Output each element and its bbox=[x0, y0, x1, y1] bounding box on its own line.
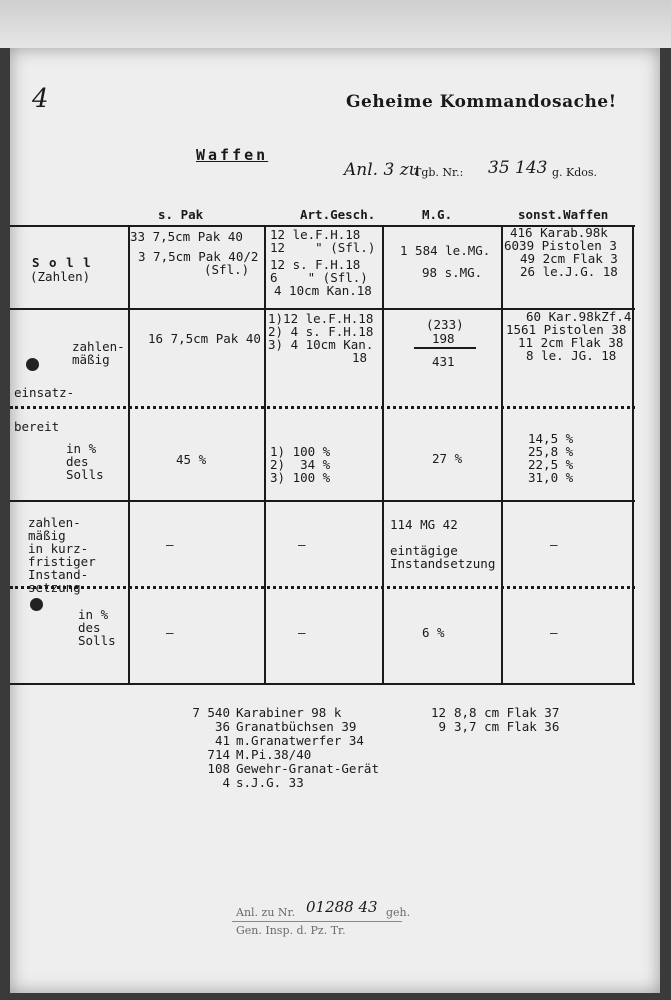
kurz-label-5: Instand- bbox=[28, 567, 89, 582]
kurz-pct-mg: 6 % bbox=[422, 625, 445, 640]
footer-left-qty-1: 7 540 bbox=[192, 705, 230, 720]
einsatz-mg-1: (233) bbox=[426, 317, 464, 332]
row-label-soll: S o l l bbox=[32, 255, 92, 270]
kurz-pct-label-2: des bbox=[78, 620, 101, 635]
einsatz-pct-sonst-2: 25,8 % bbox=[528, 444, 574, 459]
stamp-rule bbox=[232, 921, 402, 922]
soll-pak-2: 3 7,5cm Pak 40/2 bbox=[138, 249, 259, 264]
soll-art-1: 12 le.F.H.18 bbox=[270, 227, 361, 242]
column-header-art: Art.Gesch. bbox=[300, 207, 376, 222]
soll-art-5: 4 10cm Kan.18 bbox=[274, 283, 372, 298]
kurz-label-4: fristiger bbox=[28, 554, 96, 569]
soll-sonst-3: 49 2cm Flak 3 bbox=[520, 251, 618, 266]
column-header-sonst: sonst.Waffen bbox=[518, 207, 609, 222]
footer-right-qty-2: 9 bbox=[438, 719, 446, 734]
einsatz-label-main-1: einsatz- bbox=[14, 385, 75, 400]
einsatz-label-zahlen-1: zahlen- bbox=[72, 339, 125, 354]
einsatz-pct-label-2: des bbox=[66, 454, 89, 469]
footer-left-item-2: Granatbüchsen 39 bbox=[236, 719, 357, 734]
footer-left-qty-6: 4 bbox=[222, 775, 230, 790]
kurz-label-6: setzung bbox=[28, 580, 81, 595]
footer-left-qty-3: 41 bbox=[214, 733, 230, 748]
footer-left-item-6: s.J.G. 33 bbox=[236, 775, 304, 790]
soll-pak-1: 33 7,5cm Pak 40 bbox=[130, 229, 243, 244]
tgb-suffix: g. Kdos. bbox=[552, 166, 598, 179]
tgb-number: 35 143 bbox=[488, 158, 548, 178]
stamp-number: 01288 43 bbox=[306, 898, 378, 916]
document-page bbox=[10, 48, 660, 993]
table-col-rule-4 bbox=[501, 225, 503, 685]
table-col-rule-1 bbox=[128, 225, 130, 685]
kurz-label-1: zahlen- bbox=[28, 515, 81, 530]
scan-top-strip bbox=[0, 0, 671, 48]
soll-art-4: 6 " (Sfl.) bbox=[270, 270, 368, 285]
table-rule-einsatz bbox=[10, 500, 635, 502]
stamp-suffix: geh. bbox=[386, 906, 411, 919]
table-dotted-rule-1 bbox=[10, 406, 635, 409]
footer-left-item-3: m.Granatwerfer 34 bbox=[236, 733, 364, 748]
einsatz-art-3: 3) 4 10cm Kan. bbox=[268, 337, 374, 352]
einsatz-sonst-1: 60 Kar.98kZf.4 bbox=[526, 309, 632, 324]
footer-left-item-5: Gewehr-Granat-Gerät bbox=[236, 761, 379, 776]
einsatz-art-2: 2) 4 s. F.H.18 bbox=[268, 324, 374, 339]
page-number-mark: 4 bbox=[32, 84, 49, 114]
kurz-pct-pak: — bbox=[166, 625, 174, 640]
einsatz-pct-label-1: in % bbox=[66, 441, 97, 456]
footer-left-item-4: M.Pi.38/40 bbox=[236, 747, 312, 762]
footer-right-item-2: 3,7 cm Flak 36 bbox=[454, 719, 560, 734]
kurz-label-2: mäßig bbox=[28, 528, 66, 543]
footer-right-qty-1: 12 bbox=[430, 705, 446, 720]
soll-pak-3: (Sfl.) bbox=[204, 262, 250, 277]
einsatz-pct-sonst-3: 22,5 % bbox=[528, 457, 574, 472]
stamp-authority: Gen. Insp. d. Pz. Tr. bbox=[236, 924, 346, 937]
einsatz-mg-2: 198 bbox=[432, 331, 455, 346]
stamp-prefix: Anl. zu Nr. bbox=[236, 906, 296, 919]
footer-left-qty-5: 108 bbox=[207, 761, 230, 776]
kurz-pct-label-1: in % bbox=[78, 607, 109, 622]
soll-sonst-4: 26 le.J.G. 18 bbox=[520, 264, 618, 279]
kurz-sonst: — bbox=[550, 537, 558, 552]
table-dotted-rule-2 bbox=[10, 586, 635, 589]
punch-hole-2 bbox=[30, 598, 43, 611]
document-title: Waffen bbox=[196, 146, 269, 164]
einsatz-pct-pak: 45 % bbox=[176, 452, 207, 467]
column-header-mg: M.G. bbox=[422, 207, 453, 222]
einsatz-pct-label-3: Solls bbox=[66, 467, 104, 482]
einsatz-sonst-3: 11 2cm Flak 38 bbox=[518, 335, 624, 350]
einsatz-sonst-2: 1561 Pistolen 38 bbox=[506, 322, 627, 337]
footer-left-qty-2: 36 bbox=[214, 719, 230, 734]
einsatz-mg-sum-rule bbox=[414, 347, 476, 349]
reference-handwritten: Anl. 3 zu bbox=[344, 160, 420, 180]
einsatz-pct-mg: 27 % bbox=[432, 451, 463, 466]
kurz-pct-art: — bbox=[298, 625, 306, 640]
einsatz-pct-sonst-4: 31,0 % bbox=[528, 470, 574, 485]
einsatz-sonst-4: 8 le. JG. 18 bbox=[526, 348, 617, 363]
einsatz-pct-art-1: 1) 100 % bbox=[270, 444, 331, 459]
einsatz-label-zahlen-2: mäßig bbox=[72, 352, 110, 367]
kurz-mg-4: Instandsetzung bbox=[390, 556, 496, 571]
footer-left-item-1: Karabiner 98 k bbox=[236, 705, 342, 720]
table-col-rule-2 bbox=[264, 225, 266, 685]
soll-mg-1: 1 584 le.MG. bbox=[400, 243, 491, 258]
column-header-pak: s. Pak bbox=[158, 207, 204, 222]
row-label-soll-sub: (Zahlen) bbox=[30, 269, 91, 284]
kurz-mg-3: eintägige bbox=[390, 543, 458, 558]
kurz-label-3: in kurz- bbox=[28, 541, 89, 556]
einsatz-pct-art-2: 2) 34 % bbox=[270, 457, 331, 472]
soll-art-2: 12 " (Sfl.) bbox=[270, 240, 376, 255]
einsatz-pct-art-3: 3) 100 % bbox=[270, 470, 331, 485]
einsatz-art-1: 1)12 le.F.H.18 bbox=[268, 311, 374, 326]
kurz-mg-1: 114 MG 42 bbox=[390, 517, 458, 532]
kurz-pak: — bbox=[166, 537, 174, 552]
soll-sonst-1: 416 Karab.98k bbox=[510, 225, 608, 240]
kurz-pct-sonst: — bbox=[550, 625, 558, 640]
soll-sonst-2: 6039 Pistolen 3 bbox=[504, 238, 617, 253]
soll-mg-2: 98 s.MG. bbox=[422, 265, 483, 280]
table-col-rule-3 bbox=[382, 225, 384, 685]
einsatz-pak: 16 7,5cm Pak 40 bbox=[148, 331, 261, 346]
footer-left-qty-4: 714 bbox=[207, 747, 230, 762]
einsatz-mg-3: 431 bbox=[432, 354, 455, 369]
einsatz-art-4: 18 bbox=[352, 350, 368, 365]
punch-hole bbox=[26, 358, 39, 371]
table-bottom-rule bbox=[10, 683, 635, 685]
classification-stamp: Geheime Kommandosache! bbox=[346, 92, 617, 112]
tgb-label: Tgb. Nr.: bbox=[414, 166, 464, 179]
kurz-pct-label-3: Solls bbox=[78, 633, 116, 648]
einsatz-label-main-2: bereit bbox=[14, 419, 60, 434]
kurz-art: — bbox=[298, 537, 306, 552]
soll-art-3: 12 s. F.H.18 bbox=[270, 257, 361, 272]
footer-right-item-1: 8,8 cm Flak 37 bbox=[454, 705, 560, 720]
einsatz-pct-sonst-1: 14,5 % bbox=[528, 431, 574, 446]
table-col-rule-5 bbox=[632, 225, 634, 685]
